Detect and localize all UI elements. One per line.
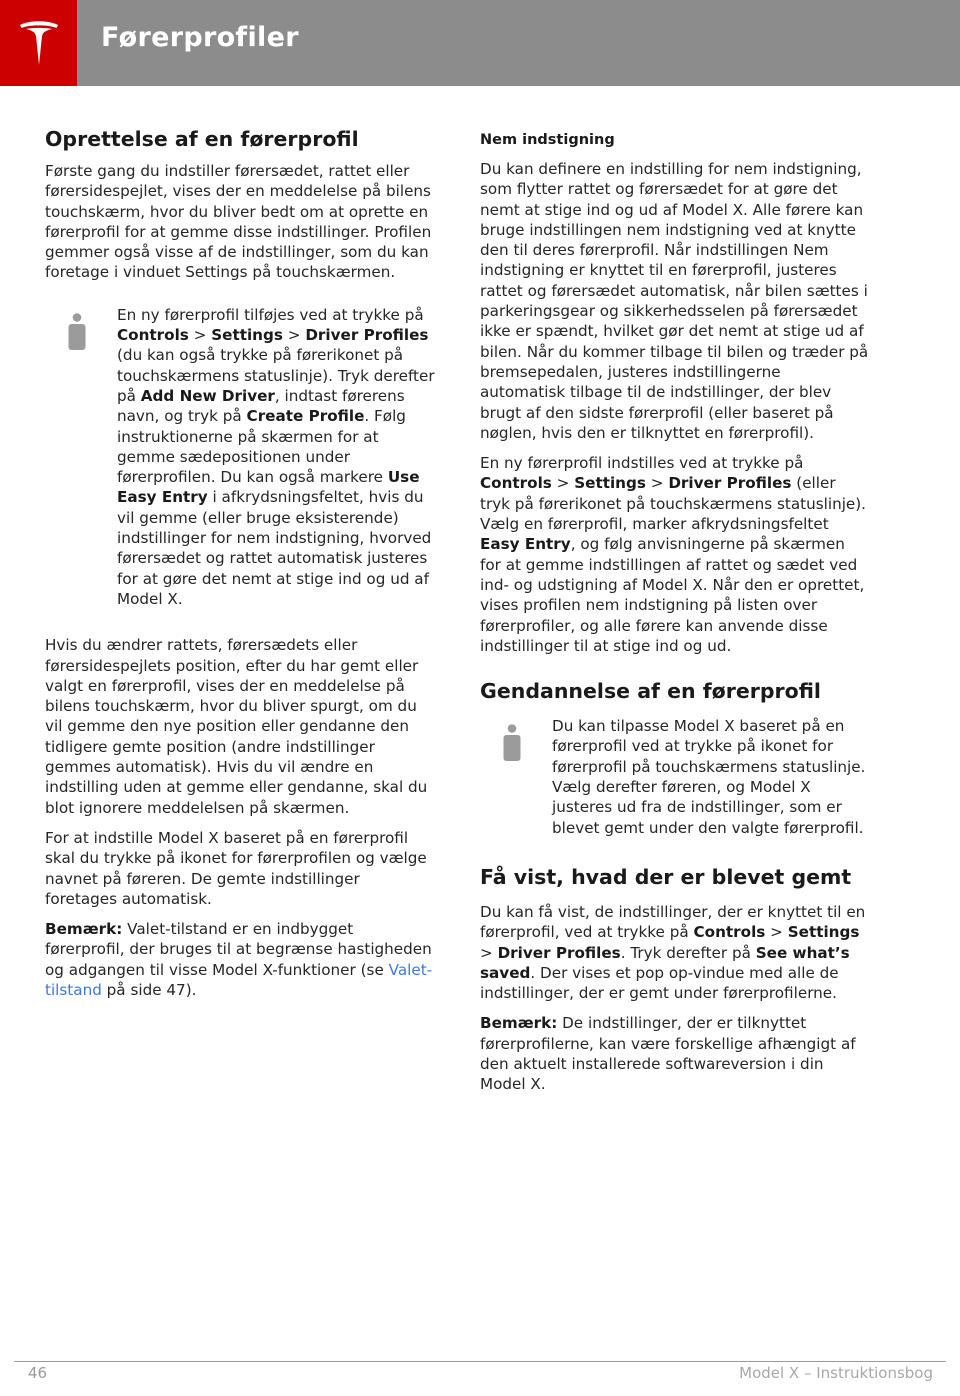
- paragraph-view-saved: Du kan få vist, de indstillinger, der er knyttet til en førerprofil, ved at trykke på Controls > Settings > Driver Profiles. Tryk derefter på See what’s saved. Der vises et pop op-vindue med alle de indstillinger, der er gemt under førerprofilerne.: [480, 902, 866, 1003]
- page-number: 46: [28, 1364, 48, 1382]
- note-restore-profile-text: Du kan tilpasse Model X baseret på en førerprofil ved at trykke på ikonet for førerprofil på touchskærmens statuslinje. Vælg derefter føreren, og Model X justeres ud fra de indstillinger, som er blevet gemt under den valgte førerprofil.: [552, 717, 866, 837]
- paragraph-valet-note: Bemærk: Valet-tilstand er en indbygget førerprofil, der bruges til at begrænse hastigheden og adgangen til visse Model X-funktioner (se Valet-tilstand på side 47).: [45, 920, 433, 999]
- subheading-easy-entry: Nem indstigning: [480, 132, 615, 148]
- manual-title: Model X – Instruktionsbog: [739, 1364, 933, 1382]
- user-icon: [480, 716, 552, 838]
- section-heading-restore-profile: Gendannelse af en førerprofil: [480, 679, 821, 704]
- paragraph-change-position: Hvis du ændrer rattets, førersædets eller førersidespejlets position, efter du har gemt eller valgt en førerprofil, vises der en meddelelse på bilens touchskærm, hvor du bliver spurgt, om du vil gemme den nye position eller gendanne den tidligere gemte position (andre indstillinger gemmes automatisk). Hvis du vil ændre en indstilling uden at gemme eller gendanne, skal du blot ignorere meddelelsen på skærmen.: [45, 636, 428, 817]
- valet-mode-link[interactable]: Valet-tilstand: [45, 960, 433, 999]
- tesla-logo: [0, 0, 77, 86]
- right-column: [480, 126, 870, 1105]
- paragraph-easy-entry: Du kan definere en indstilling for nem indstigning, som flytter rattet og førersædet for at gøre det nemt at stige ind og ud af Model X. Alle førere kan bruge indstillingen nem indstigning ved at knytte den til deres førerprofil. Når indstillingen Nem indstigning er knyttet til en førerprofil, justeres rattet og førersædet automatisk, når bilen sættes i parkeringsgear og sikkerhedsselen på førersædet ikke er spændt, hvilket gør det nemt at stige ud af bilen. Når du kommer tilbage til bilen og træder på bremsepedalen, justeres indstillingerne automatisk tilbage til de indstillinger, der blev brugt af den sidste førerprofil (eller baseret på nøglen, hvis den er tilknyttet en førerprofil).: [480, 160, 869, 442]
- note-add-driver: [45, 305, 435, 609]
- tesla-logo-icon: [17, 19, 61, 67]
- left-column: [45, 126, 435, 1010]
- note-add-driver-text: En ny førerprofil tilføjes ved at trykke på Controls > Settings > Driver Profiles (du kan også trykke på førerikonet på touchskærmens statuslinje). Tryk derefter på Add New Driver, indtast førerens navn, og tryk på Create Profile. Følg instruktionerne på skærmen for at gemme sædepositionen under førerprofilen. Du kan også markere Use Easy Entry i afkrydsningsfeltet, hvis du vil gemme (eller bruge eksisterende) indstillinger for nem indstigning, hvorved førersædet og rattet automatisk justeres for at gøre det nemt at stige ind og ud af Model X.: [117, 305, 435, 608]
- user-icon: [45, 305, 117, 609]
- page-title: Førerprofiler: [101, 22, 299, 53]
- paragraph-setup-easy-entry: En ny førerprofil indstilles ved at trykke på Controls > Settings > Driver Profiles (eller tryk på førerikonet på touchskærmens statuslinje). Vælg en førerprofil, marker afkrydsningsfeltet Easy Entry, og følg anvisningerne på skærmen for at gemme indstillingen af rattet og sædet ved ind- og udstigning af Model X. Når den er oprettet, vises profilen nem indstigning på listen over førerprofiler, og alle førere kan anvende disse indstillinger til at stige ind og ud.: [480, 454, 867, 655]
- paragraph-select-profile: For at indstille Model X baseret på en førerprofil skal du trykke på ikonet for førerprofilen og vælge navnet på føreren. De gemte indstillinger foretages automatisk.: [45, 828, 427, 908]
- paragraph-intro: Første gang du indstiller førersædet, rattet eller førersidespejlet, vises der en meddelelse på bilens touchskærm, hvor du bliver bedt om at oprette en førerprofil for at gemme disse indstillinger. Profilen gemmer også visse af de indstillinger, som du kan foretage i vinduet Settings på touchskærmen.: [45, 162, 432, 282]
- note-restore-profile: [480, 716, 870, 838]
- page-header: [0, 0, 960, 86]
- section-heading-create-profile: Oprettelse af en førerprofil: [45, 127, 359, 151]
- footer-divider: [14, 1361, 946, 1362]
- section-heading-view-saved: Få vist, hvad der er blevet gemt: [480, 864, 852, 889]
- paragraph-software-note: Bemærk: De indstillinger, der er tilknyttet førerprofilerne, kan være forskellige afhængigt af den aktuelt installerede softwareversion i din Model X.: [480, 1014, 856, 1094]
